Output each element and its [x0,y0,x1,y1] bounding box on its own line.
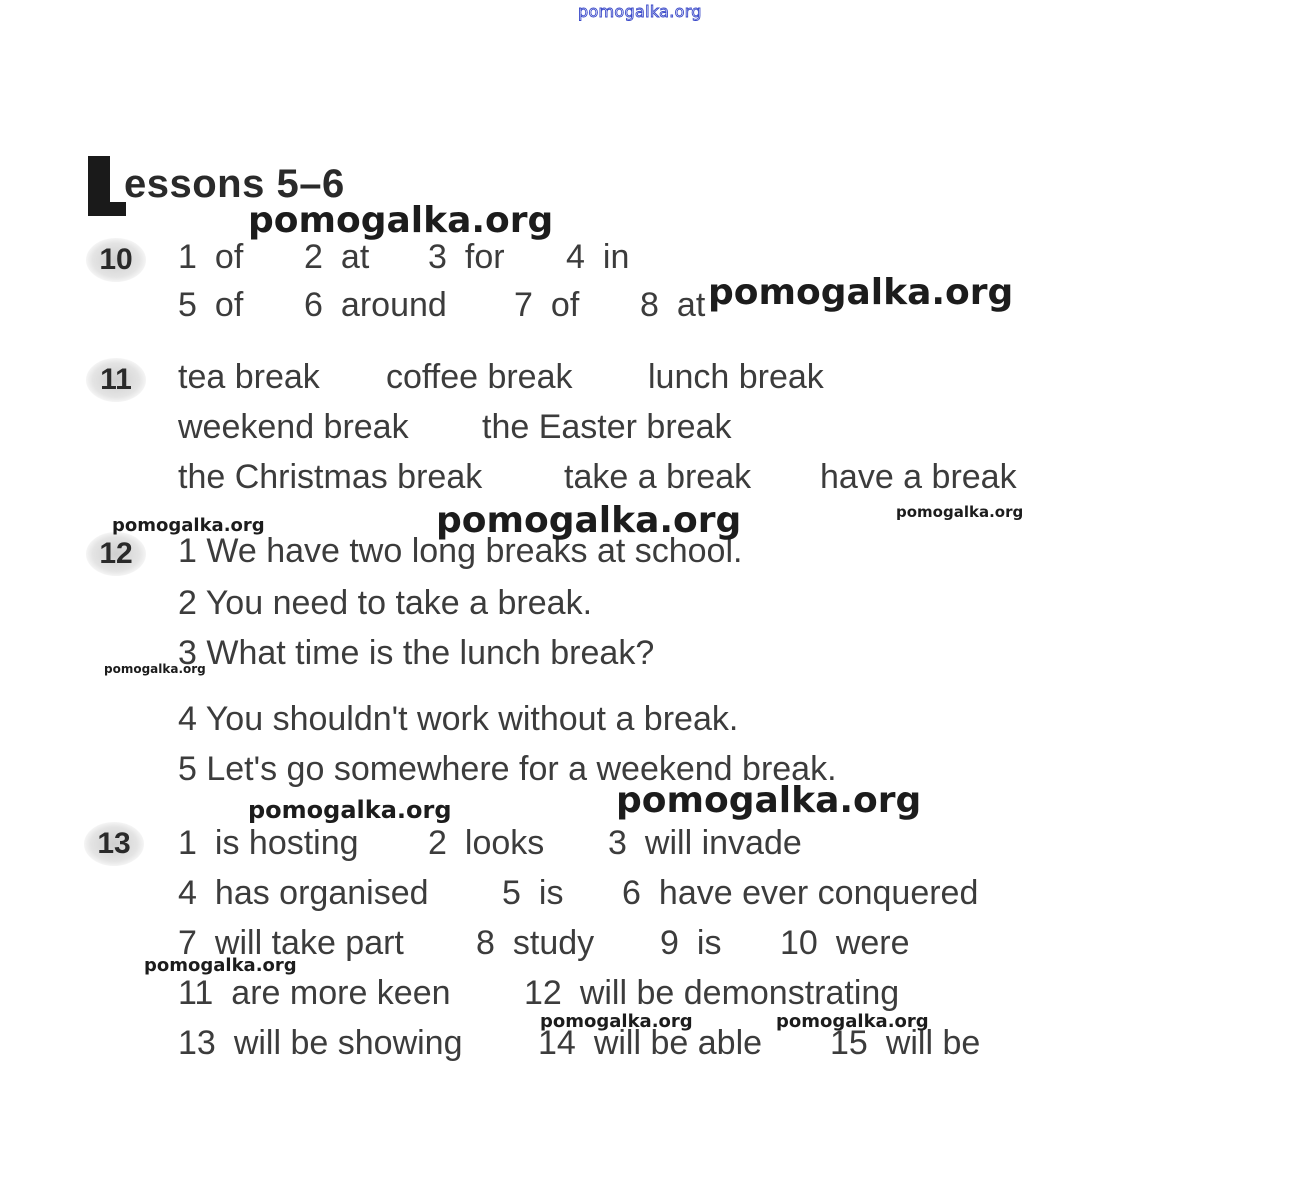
exercise-12-line: 4 You shouldn't work without a break. [178,700,739,738]
exercise-11-row-2 [0,408,1271,452]
title-text: essons 5–6 [124,162,345,206]
watermark: pomogalka.org [776,1011,929,1032]
watermark: pomogalka.org [104,662,206,676]
exercise-10-number: 10 [86,238,146,282]
answer-item: 2 looks [428,824,545,862]
watermark: pomogalka.org [616,780,922,821]
exercise-11-row-3 [0,458,1271,502]
answer-item: 8 at [640,286,706,324]
answer-item: 14 will be able [538,1024,763,1062]
exercise-11-row-1 [0,358,1271,402]
answer-item: 2 at [304,238,370,276]
answer-item: the Easter break [482,408,732,446]
answer-item: 9 is [660,924,722,962]
answer-item: 15 will be [830,1024,981,1062]
watermark: pomogalka.org [1180,1160,1307,1178]
answer-item: 6 have ever conquered [622,874,979,912]
exercise-13-row-2 [0,874,1271,918]
answer-item: 7 of [514,286,580,324]
exercise-12-line: 1 We have two long breaks at school. [178,532,743,570]
watermark: pomogalka.org [540,1011,693,1032]
watermark: pomogalka.org [144,955,297,976]
answer-item: lunch break [648,358,824,396]
answer-item: 3 will invade [608,824,802,862]
watermark: pomogalka.org [248,796,452,824]
exercise-13-row-1 [0,824,1271,868]
answer-item: have a break [820,458,1017,496]
exercise-10-row-2 [0,286,1271,330]
watermark: pomogalka.org [112,515,265,536]
answer-item: take a break [564,458,752,496]
header-watermark: pomogalka.org [578,2,702,21]
answer-item: 5 of [178,286,244,324]
answer-item: coffee break [386,358,573,396]
watermark: pomogalka.org [708,272,1014,313]
answer-item: 1 is hosting [178,824,359,862]
answer-item: 5 is [502,874,564,912]
answer-item: weekend break [178,408,409,446]
exercise-12-number: 12 [86,532,146,576]
answer-item: 12 will be demonstrating [524,974,900,1012]
answer-item: 13 will be showing [178,1024,463,1062]
answer-item: the Christmas break [178,458,483,496]
answer-item: 4 in [566,238,630,276]
exercise-12-line: 2 You need to take a break. [178,584,593,622]
answer-item: 10 were [780,924,910,962]
watermark: pomogalka.org [436,500,742,541]
answer-item: 3 for [428,238,505,276]
answer-item: tea break [178,358,320,396]
answer-item: 8 study [476,924,595,962]
answer-item: 4 has organised [178,874,429,912]
title-initial-letter [86,152,124,218]
answer-item: 11 are more keen [178,974,451,1012]
answer-item: 6 around [304,286,447,324]
exercise-10-row-1 [0,238,1271,282]
answer-item: 7 will take part [178,924,404,962]
exercise-11-number: 11 [86,358,146,402]
watermark: pomogalka.org [896,503,1024,521]
exercise-12-line: 5 Let's go somewhere for a weekend break. [178,750,837,788]
exercise-12-line: 3 What time is the lunch break? [178,634,655,672]
watermark: pomogalka.org [248,200,554,241]
answer-item: 1 of [178,238,244,276]
exercise-13-number: 13 [84,822,144,866]
